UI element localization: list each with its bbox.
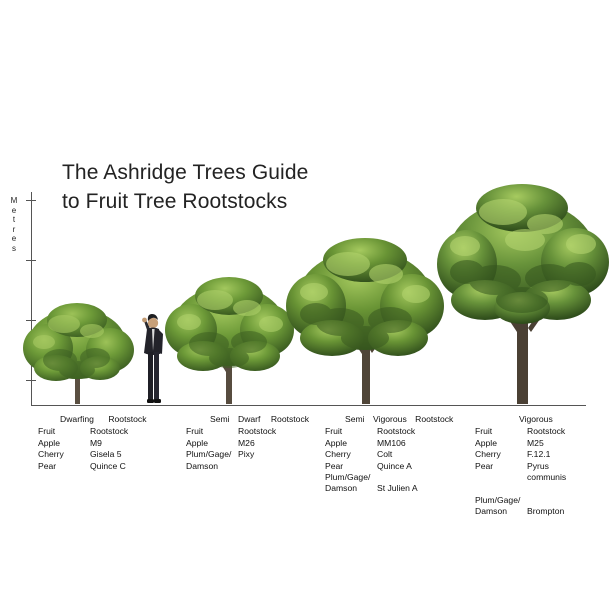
legend-row: Fruit Rootstock	[325, 426, 416, 437]
legend-heading: Vigorous	[519, 414, 553, 424]
legend-spacer	[475, 483, 566, 494]
y-axis-label-char: r	[12, 224, 16, 234]
legend-row: Cherry F.12.1	[475, 449, 551, 460]
legend-row: Apple M26	[186, 437, 255, 448]
legend-row: Fruit Rootstock	[186, 426, 277, 437]
legend-row: Plum/Gage/	[325, 471, 371, 482]
y-axis-tick	[26, 200, 36, 201]
y-axis-label-char: e	[11, 234, 17, 243]
legend-row: Fruit Rootstock	[38, 426, 129, 437]
legend-row: Apple M9	[38, 437, 102, 448]
legend-row: Cherry Gisela 5	[38, 449, 122, 460]
page-title	[62, 158, 402, 216]
legend-semi-vigorous	[325, 414, 453, 495]
y-axis-label-char: t	[12, 215, 16, 224]
legend-heading: Semi Vigorous Rootstock	[345, 414, 454, 424]
y-axis-tick	[26, 260, 36, 261]
tree-canopy	[286, 234, 446, 406]
legend-heading: Semi Dwarf Rootstock	[210, 414, 310, 424]
legend-row: Pear Quince C	[38, 460, 126, 471]
title-line-2: to Fruit Tree Rootstocks	[62, 190, 288, 213]
legend-semi-dwarf	[186, 414, 309, 472]
y-axis-label-char: e	[11, 205, 17, 215]
y-axis-label-char: s	[12, 243, 16, 253]
tree-icon-semi-dwarf	[163, 272, 298, 406]
legend-row: Damson St Julien A	[325, 483, 418, 494]
legend-row: Plum/Gage/ Pixy	[186, 449, 255, 460]
legend-row: Damson Brompton	[475, 506, 565, 517]
legend-row: Apple MM106	[325, 437, 406, 448]
legend-vigorous	[475, 414, 566, 518]
legend-row: Pear Pyrus	[475, 460, 549, 471]
tree-icon-vigorous	[437, 182, 609, 406]
legend-row: Plum/Gage/	[475, 494, 521, 505]
title-line-1: The Ashridge Trees Guide	[62, 161, 309, 184]
tree-canopy	[437, 182, 609, 406]
legend-row: communis	[527, 471, 567, 482]
legend-dwarfing	[38, 414, 147, 472]
tree-canopy	[20, 298, 140, 406]
person-icon	[139, 311, 165, 406]
legend-row: Pear Quince A	[325, 460, 412, 471]
legend-row: Damson	[186, 460, 218, 471]
legend-row: Apple M25	[475, 437, 544, 448]
tree-icon-dwarfing	[20, 298, 140, 406]
legend-heading: Dwarfing Rootstock	[60, 414, 147, 424]
legend-row: Cherry Colt	[325, 449, 393, 460]
tree-icon-semi-vigorous	[286, 234, 446, 406]
tree-canopy	[163, 272, 298, 406]
y-axis-label-char: M	[10, 196, 18, 205]
y-axis-label	[8, 196, 20, 253]
legend-row: Fruit Rootstock	[475, 426, 566, 437]
